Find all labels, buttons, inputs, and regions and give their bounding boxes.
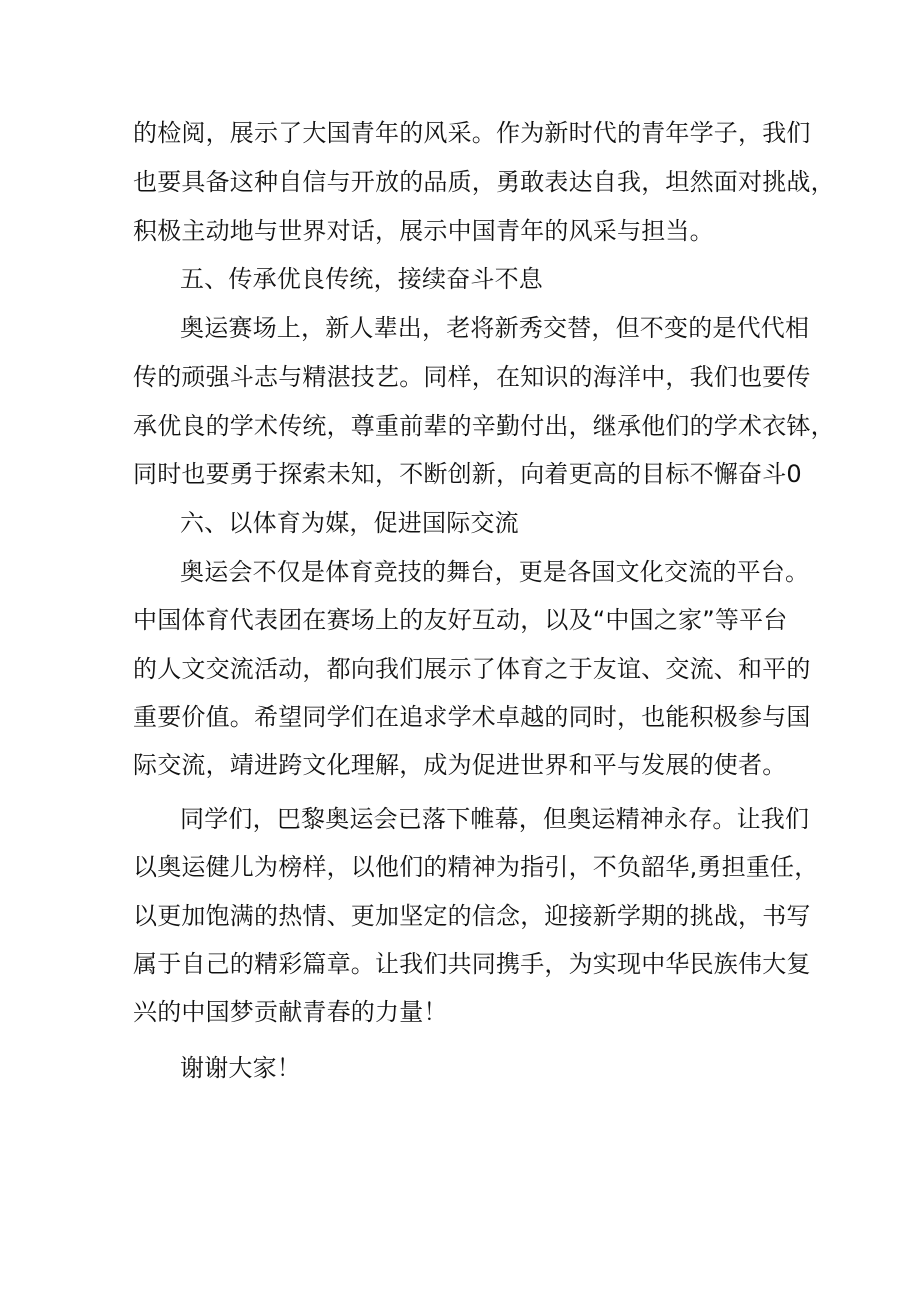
- text-line: 以更加饱满的热情、更加坚定的信念，迎接新学期的挑战，书写: [133, 902, 811, 930]
- section-heading: 五、传承优良传统，接续奋斗不息: [180, 265, 543, 293]
- section-heading: 六、以体育为媒，促进国际交流: [180, 509, 519, 537]
- closing-line: 谢谢大家！: [180, 1054, 301, 1082]
- text-line: 以奥运健儿为榜样，以他们的精神为指引，不负韶华,勇担重任，: [133, 853, 819, 881]
- text-line: 同时也要勇于探索未知，不断创新，向着更高的目标不懈奋斗0: [133, 460, 802, 488]
- text-line: 同学们，巴黎奥运会已落下帷幕，但奥运精神永存。让我们: [180, 805, 810, 833]
- text-line: 际交流，靖进跨文化理解，成为促进世界和平与发展的使者。: [133, 751, 787, 779]
- text-line: 传的顽强斗志与精湛技艺。同样，在知识的海洋中，我们也要传: [133, 363, 811, 391]
- text-line: 中国体育代表团在赛场上的友好互动，以及“中国之家”等平台: [133, 606, 788, 634]
- text-line: 的检阅，展示了大国青年的风采。作为新时代的青年学子，我们: [133, 119, 811, 147]
- text-line: 兴的中国梦贡献青春的力量！: [133, 998, 448, 1026]
- text-line: 奥运赛场上，新人辈出，老将新秀交替，但不变的是代代相: [180, 314, 810, 342]
- text-line: 承优良的学术传统，尊重前辈的辛勤付出，继承他们的学术衣钵，: [133, 412, 835, 440]
- text-line: 也要具备这种自信与开放的品质，勇敢表达自我，坦然面对挑战，: [133, 168, 835, 196]
- text-line: 重要价值。希望同学们在追求学术卓越的同时，也能积极参与国: [133, 703, 811, 731]
- text-line: 积极主动地与世界对话，展示中国青年的风采与担当。: [133, 217, 714, 245]
- text-line: 的人文交流活动，都向我们展示了体育之于友谊、交流、和平的: [133, 655, 811, 683]
- text-line: 奥运会不仅是体育竞技的舞台，更是各国文化交流的平台。: [180, 558, 810, 586]
- text-line: 属于自己的精彩篇章。让我们共同携手，为实现中华民族伟大复: [133, 950, 811, 978]
